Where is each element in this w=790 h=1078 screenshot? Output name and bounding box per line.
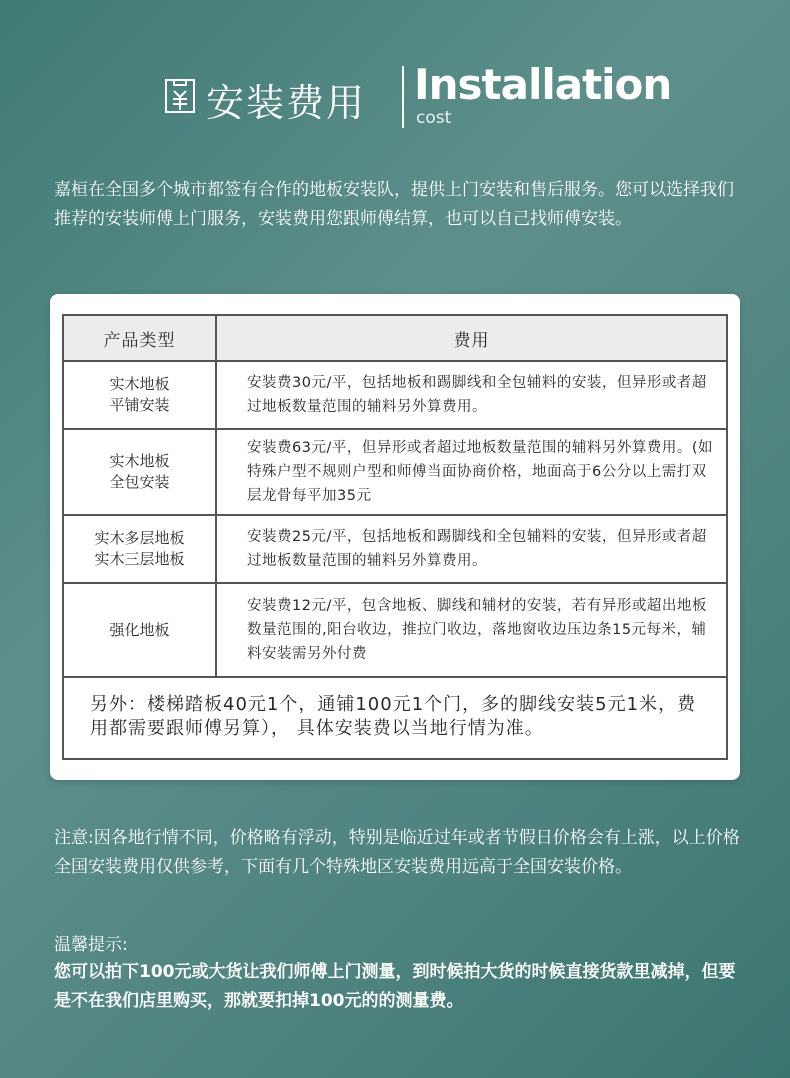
product-type-line: 强化地板 (109, 620, 170, 639)
header (160, 62, 680, 130)
fee-table-card (50, 294, 740, 780)
page-title-cn: 安装费用 (206, 81, 367, 125)
product-type-line: 全包安装 (109, 473, 170, 491)
table-extra-row (63, 677, 727, 759)
product-type-line: 平铺安装 (109, 396, 170, 414)
product-type-line: 实木三层地板 (94, 550, 185, 568)
product-type-cell (63, 361, 216, 429)
fee-cell: 安装费30元/平，包括地板和踢脚线和全包辅料的安装，但异形或者超过地板数量范围的辅料另外算费用。 (216, 361, 727, 429)
product-type-line: 实木多层地板 (94, 529, 185, 547)
table-row (63, 361, 727, 429)
price-notice: 注意:因各地行情不同，价格略有浮动，特别是临近过年或者节假日价格会有上涨，以上价格全国安装费用仅供参考，下面有几个特殊地区安装费用远高于全国安装价格。 (54, 828, 740, 877)
tips-body: 您可以拍下100元或大货让我们师傅上门测量，到时候拍大货的时候直接货款里减掉，但要是不在我们店里购买，那就要扣掉100元的的测量费。 (54, 962, 736, 1011)
fee-table (62, 314, 728, 760)
extra-fees-note: 另外：楼梯踏板40元1个，通铺100元1个门，多的脚线安装5元1米，费用都需要跟师傅另算）， 具体安装费以当地行情为准。 (63, 677, 727, 759)
product-type-cell (63, 583, 216, 677)
title-divider (402, 66, 404, 128)
fee-cell: 安装费25元/平，包括地板和踢脚线和全包辅料的安装，但异形或者超过地板数量范围的辅料另外算费用。 (216, 515, 727, 583)
product-type-line: 实木地板 (109, 452, 170, 470)
header-fee: 费用 (216, 315, 727, 361)
header-product-type: 产品类型 (63, 315, 216, 361)
page-subtitle-en: cost (416, 108, 452, 128)
table-row (63, 515, 727, 583)
table-row (63, 429, 727, 515)
fee-cell: 安装费63元/平，但异形或者超过地板数量范围的辅料另外算费用。(如特殊户型不规则户型和师傅当面协商价格，地面高于6公分以上需打双层龙骨每平加35元 (216, 429, 727, 515)
table-header-row (63, 315, 727, 361)
product-type-line: 实木地板 (109, 375, 170, 393)
table-row (63, 583, 727, 677)
fee-cell: 安装费12元/平，包含地板、脚线和辅材的安装，若有异形或超出地板数量范围的,阳台收边，推拉门收边，落地窗收边压边条15元每米，辅料安装需另外付费 (216, 583, 727, 677)
product-type-cell (63, 515, 216, 583)
intro-paragraph: 嘉桓在全国多个城市都签有合作的地板安装队，提供上门安装和售后服务。您可以选择我们推荐的安装师傅上门服务，安装费用您跟师傅结算，也可以自己找师傅安装。 (54, 180, 734, 229)
page-title-en: Installation (414, 60, 672, 109)
product-type-cell (63, 429, 216, 515)
tips-title: 温馨提示: (54, 935, 128, 955)
receipt-icon (160, 76, 200, 116)
